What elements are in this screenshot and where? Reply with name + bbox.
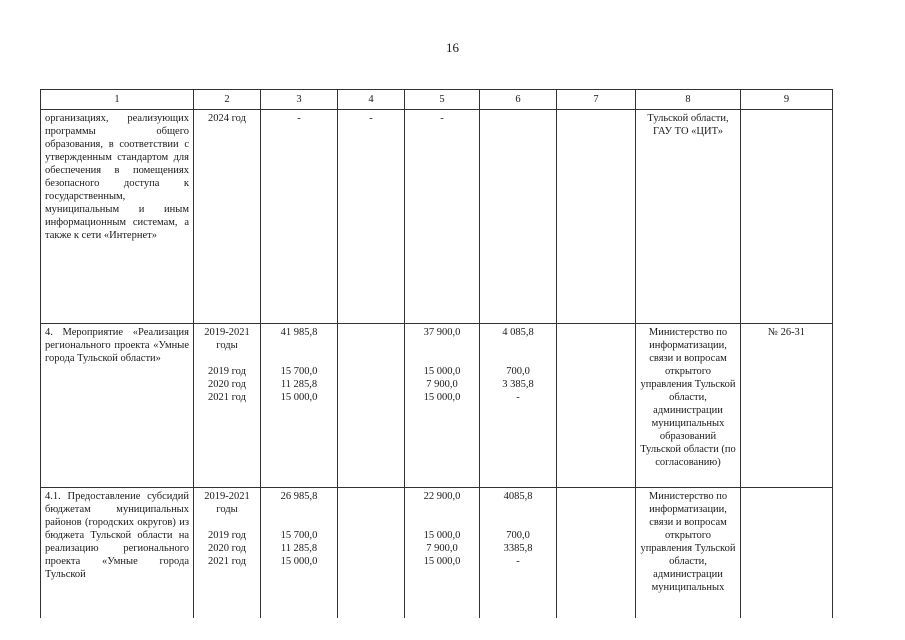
implementation-period (194, 324, 261, 488)
year-label: 2020 год (208, 379, 246, 390)
regional-budget (405, 324, 480, 488)
year-label: 2021 год (208, 556, 246, 567)
year-value: 15 000,0 (423, 392, 461, 403)
year-value: 15 000,0 (423, 530, 461, 541)
year-label: 2019 год (208, 530, 246, 541)
implementation-period: 2024 год (194, 110, 261, 324)
extra-budget (557, 488, 636, 618)
year-value: 15 700,0 (280, 530, 318, 541)
year-value: - (516, 392, 520, 403)
responsible-executor: Министерство по информатизации, связи и вопросам открытого управления Тульской области, администрации муниципальных (636, 488, 741, 618)
year-value: 11 285,8 (280, 379, 318, 390)
program-table (40, 89, 833, 618)
total-value: 4 085,8 (502, 327, 534, 338)
table-row-measure-4 (41, 324, 833, 488)
column-number: 5 (405, 90, 480, 110)
year-value: 15 000,0 (423, 366, 461, 377)
responsible-executor: Министерство по информатизации, связи и вопросам открытого управления Тульской области, администрации муниципальных образований Тульской области (по согласованию) (636, 324, 741, 488)
year-value: 15 000,0 (280, 556, 318, 567)
implementation-period (194, 488, 261, 618)
total-value: 37 900,0 (423, 327, 461, 338)
year-value: 15 000,0 (280, 392, 318, 403)
year-label: 2020 год (208, 543, 246, 554)
total-funding: - (261, 110, 338, 324)
extra-budget (557, 110, 636, 324)
column-number: 1 (41, 90, 194, 110)
year-value: 3385,8 (503, 543, 533, 554)
year-value: 7 900,0 (426, 379, 458, 390)
measure-description: 4. Мероприятие «Реализация регионального проекта «Умные города Тульской области» (41, 324, 194, 488)
indicator-reference (741, 488, 833, 618)
total-value: 4085,8 (503, 491, 533, 502)
indicator-reference (741, 110, 833, 324)
indicator-reference: № 26-31 (741, 324, 833, 488)
column-number: 9 (741, 90, 833, 110)
year-value: 700,0 (506, 530, 530, 541)
total-funding (261, 488, 338, 618)
total-value: 26 985,8 (280, 491, 318, 502)
responsible-executor: Тульской области, ГАУ ТО «ЦИТ» (636, 110, 741, 324)
federal-budget (338, 488, 405, 618)
measure-description: организациях, реализующих программы общего образования, в соответствии с утвержденным стандартом для обеспечения в помещениях безопасного доступа к государственным, муниципальным и иным информационным системам, а также к сети «Интернет» (41, 110, 194, 324)
federal-budget (338, 324, 405, 488)
measure-description: 4.1. Предоставление субсидий бюджетам муниципальных районов (городских округов) из бюджета Тульской области на реализацию регионального проекта «Умные города Тульской (41, 488, 194, 618)
year-label: 2021 год (208, 392, 246, 403)
column-number: 7 (557, 90, 636, 110)
year-value: 11 285,8 (280, 543, 318, 554)
year-value: 7 900,0 (426, 543, 458, 554)
year-value: 700,0 (506, 366, 530, 377)
total-value: 22 900,0 (423, 491, 461, 502)
regional-budget: - (405, 110, 480, 324)
year-value: 3 385,8 (502, 379, 534, 390)
federal-budget: - (338, 110, 405, 324)
local-budget (480, 324, 557, 488)
local-budget (480, 488, 557, 618)
column-number-row (41, 90, 833, 110)
column-number: 6 (480, 90, 557, 110)
page-number: 16 (446, 40, 459, 55)
extra-budget (557, 324, 636, 488)
year-value: 15 700,0 (280, 366, 318, 377)
local-budget (480, 110, 557, 324)
total-funding (261, 324, 338, 488)
table-row-continuation (41, 110, 833, 324)
column-number: 4 (338, 90, 405, 110)
table-row-measure-4-1 (41, 488, 833, 618)
total-value: 41 985,8 (280, 327, 318, 338)
regional-budget (405, 488, 480, 618)
column-number: 3 (261, 90, 338, 110)
period-range: 2019-2021 годы (204, 327, 250, 351)
column-number: 2 (194, 90, 261, 110)
year-label: 2019 год (208, 366, 246, 377)
year-value: - (516, 556, 520, 567)
period-range: 2019-2021 годы (204, 491, 250, 515)
column-number: 8 (636, 90, 741, 110)
year-value: 15 000,0 (423, 556, 461, 567)
